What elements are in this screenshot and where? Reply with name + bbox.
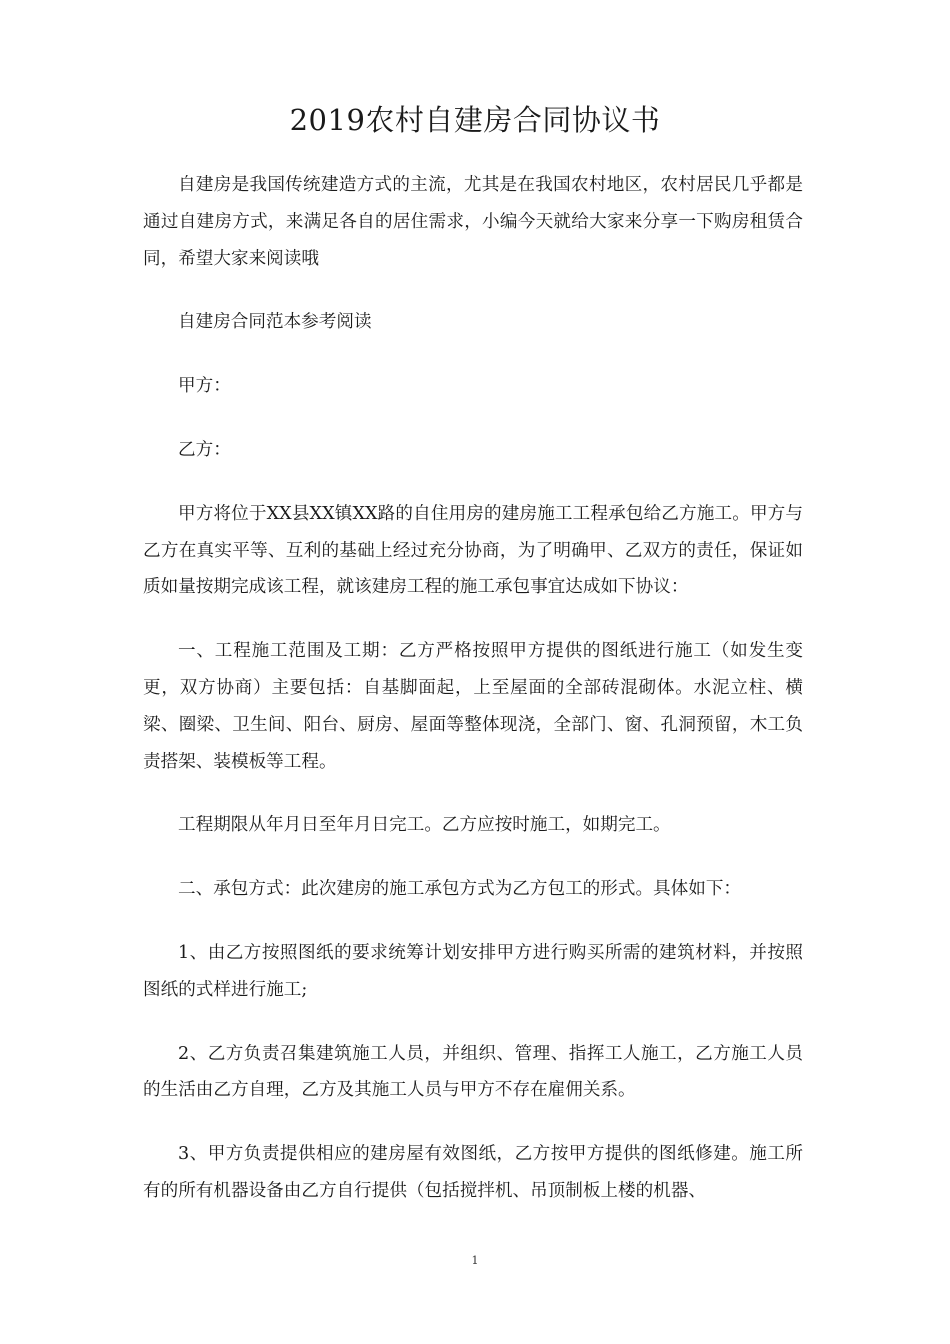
- party-a-line: 甲方：: [178, 376, 231, 397]
- clause-2-contract-method: 二、承包方式：此次建房的施工承包方式为乙方包工的形式。具体如下：: [178, 879, 742, 900]
- clause-2-item-2: 2、乙方负责召集建筑施工人员，并组织、管理、指挥工人施工，乙方施工人员的生活由乙方自理，乙方及其施工人员与甲方不存在雇佣关系。: [143, 1043, 803, 1101]
- page-number: 1: [471, 1254, 479, 1267]
- party-b-line: 乙方：: [178, 439, 231, 460]
- clause-1-scope: 一、工程施工范围及工期：乙方严格按照甲方提供的图纸进行施工（如发生变更，双方协商）主要包括：自基脚面起，上至屋面的全部砖混砌体。水泥立柱、横梁、圈梁、卫生间、阳台、厨房、屋面等整体现浇，全部门、窗、孔洞预留，木工负责搭架、装模板等工程。: [143, 641, 803, 772]
- clause-2-item-3: 3、甲方负责提供相应的建房屋有效图纸，乙方按甲方提供的图纸修建。施工所有的所有机器设备由乙方自行提供（包括搅拌机、吊顶制板上楼的机器、: [143, 1144, 803, 1201]
- preamble-paragraph: 甲方将位于XX县XX镇XX路的自住用房的建房施工工程承包给乙方施工。甲方与乙方在真实平等、互利的基础上经过充分协商，为了明确甲、乙双方的责任，保证如质如量按期完成该工程，就该建房工程的施工承包事宜达成如下协议：: [143, 503, 803, 598]
- document-title: 2019农村自建房合同协议书: [289, 103, 661, 137]
- contract-sample-heading: 自建房合同范本参考阅读: [178, 312, 372, 333]
- clause-2-item-1: 1、由乙方按照图纸的要求统筹计划安排甲方进行购买所需的建筑材料，并按照图纸的式样进行施工;: [143, 942, 803, 1000]
- intro-paragraph: 自建房是我国传统建造方式的主流，尤其是在我国农村地区，农村居民几乎都是通过自建房方式，来满足各自的居住需求，小编今天就给大家来分享一下购房租赁合同，希望大家来阅读哦: [143, 175, 803, 269]
- document-body: [143, 167, 803, 1237]
- clause-duration: 工程期限从年月日至年月日完工。乙方应按时施工，如期完工。: [178, 815, 671, 836]
